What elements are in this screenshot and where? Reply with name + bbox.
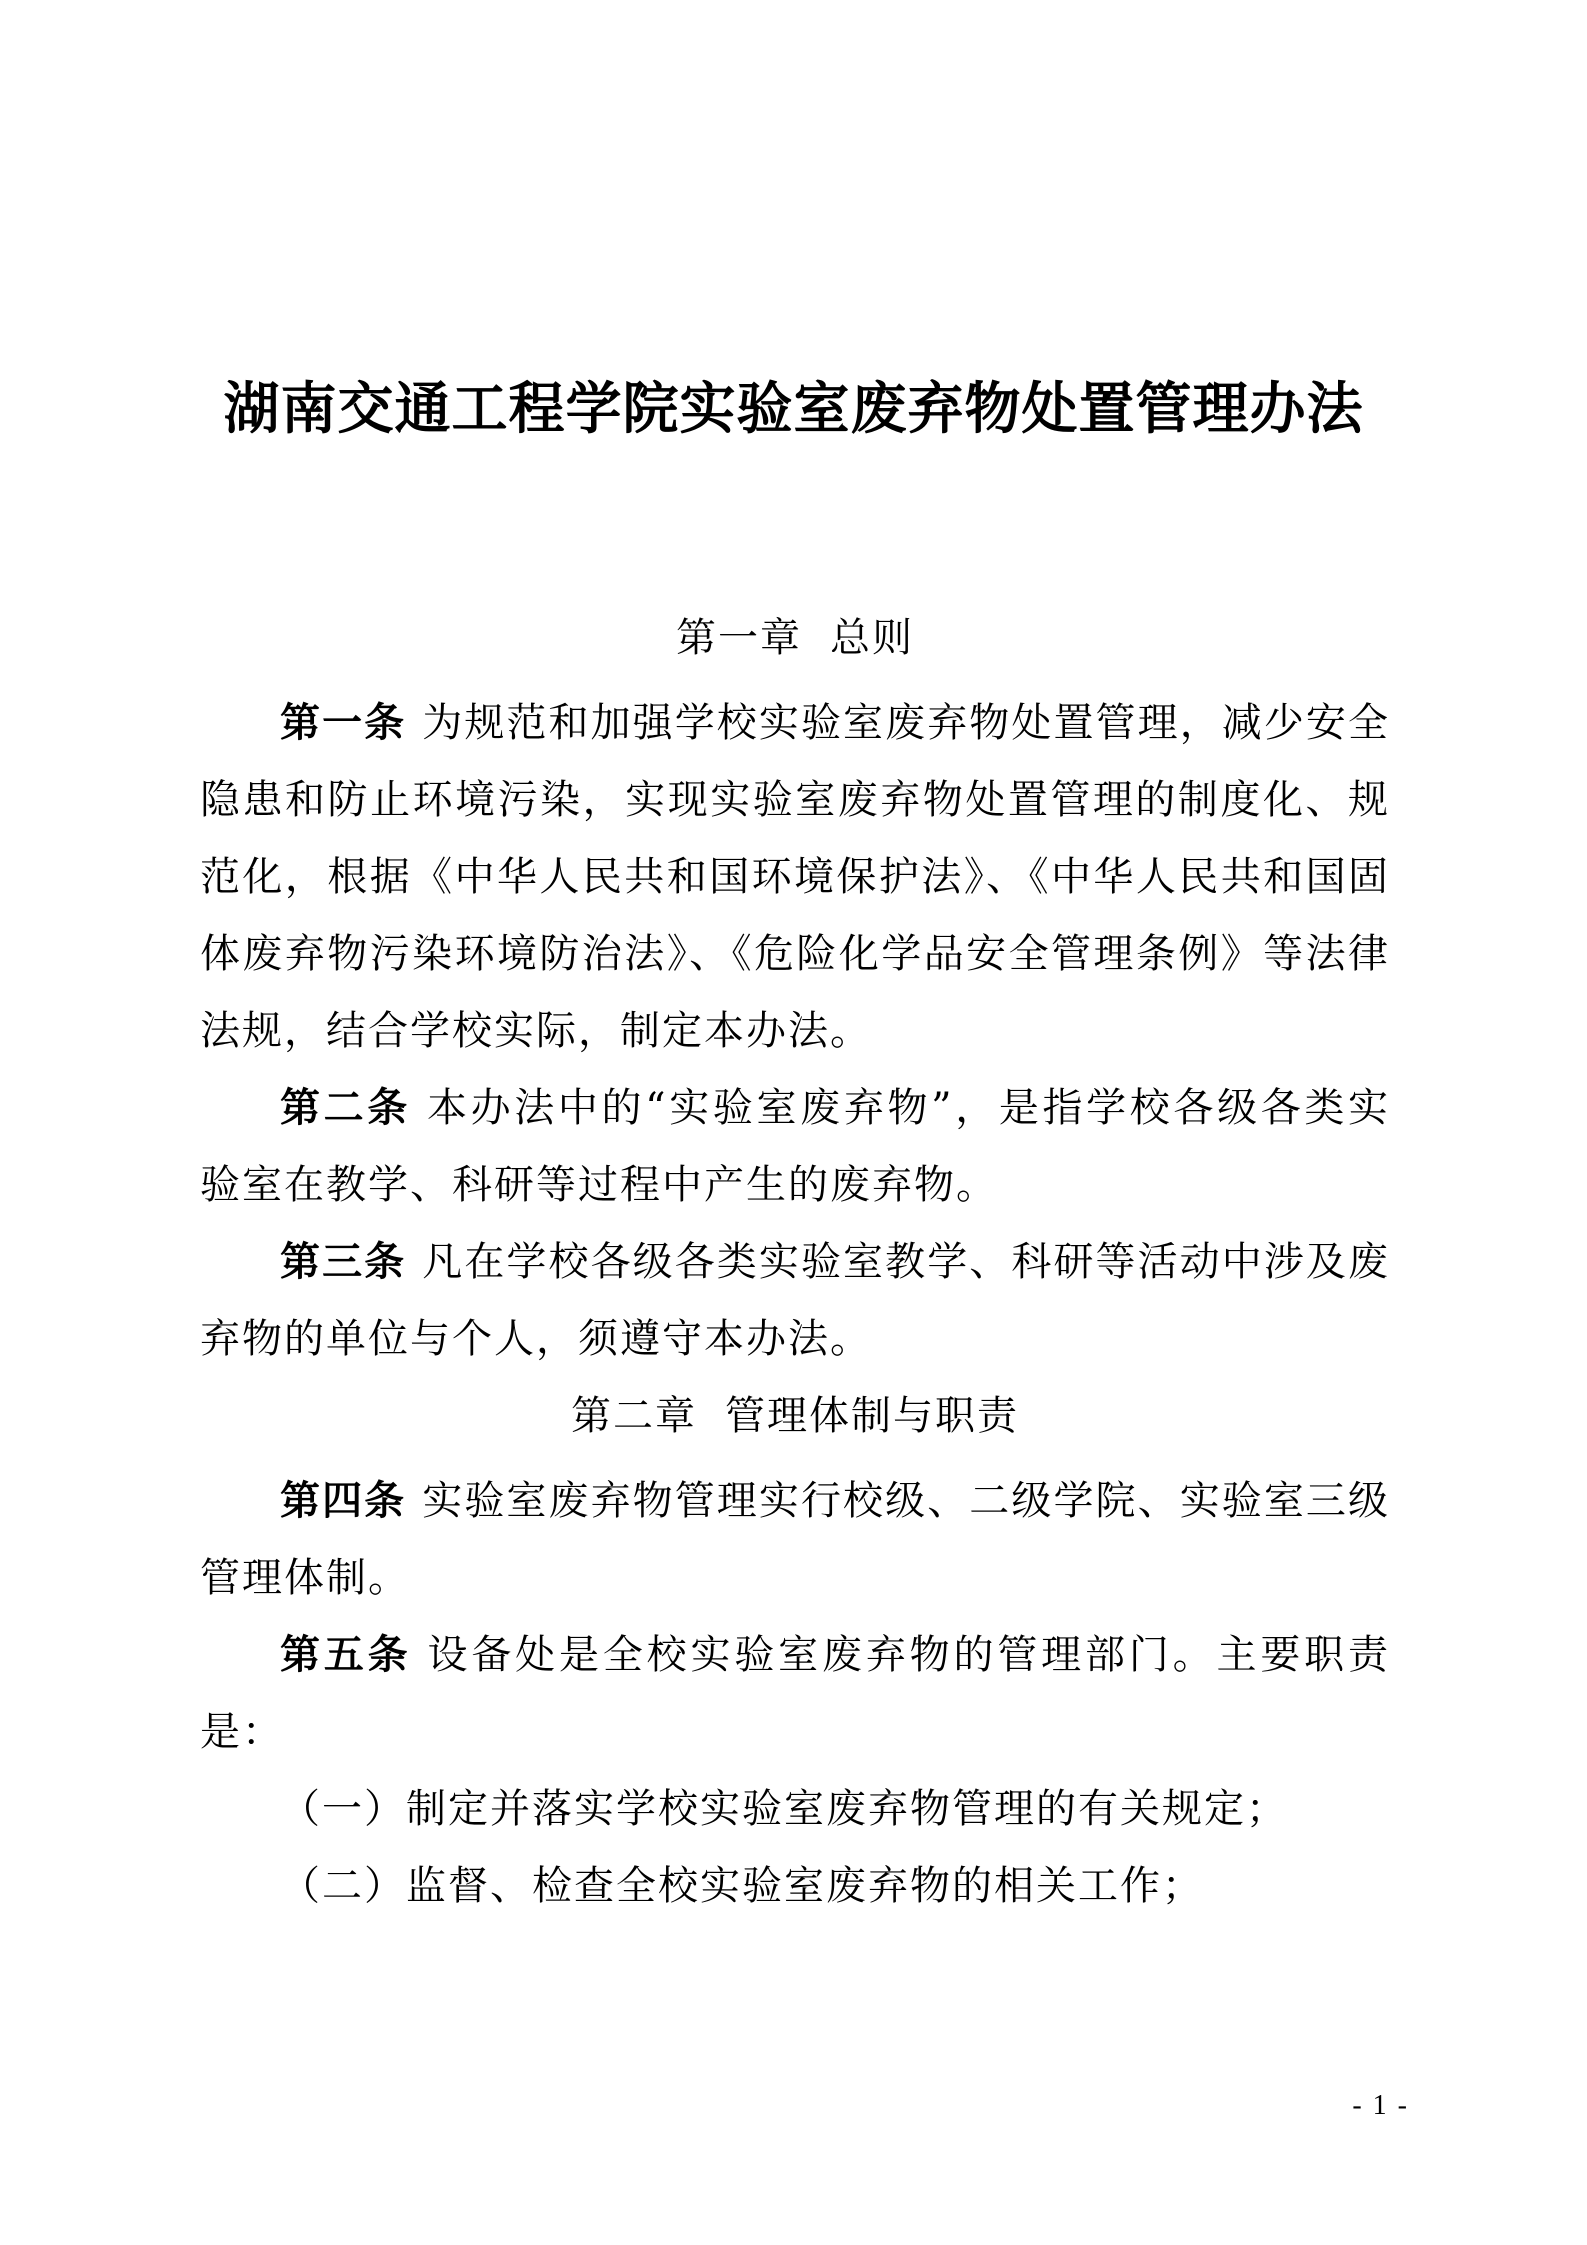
article [200,1070,1390,1224]
chapter-number: 第二章 [571,1393,697,1439]
chapter-name: 总则 [830,615,914,661]
article [200,1617,1390,1771]
chapter-number: 第一章 [676,615,802,661]
article-text: 凡在学校各级各类实验室教学、科研等活动中涉及废弃物的单位与个人，须遵守本办法。 [200,1239,1391,1362]
article-label: 第四条 [280,1478,407,1524]
document-title: 湖南交通工程学院实验室废弃物处置管理办法 [223,377,1364,442]
chapter-name: 管理体制与职责 [725,1393,1019,1439]
article-label: 第二条 [280,1085,411,1131]
list-item: （一）制定并落实学校实验室废弃物管理的有关规定； [280,1786,1288,1832]
article-label: 第一条 [280,700,407,746]
article-text: 实验室废弃物管理实行校级、二级学院、实验室三级管理体制。 [200,1478,1391,1601]
chapter-heading [200,600,1390,677]
article-text: 为规范和加强学校实验室废弃物处置管理，减少安全隐患和防止环境污染，实现实验室废弃物处置管理的制度化、规范化，根据《中华人民共和国环境保护法》、《中华人民共和国固体废弃物污染环境防治法》、《危险化学品安全管理条例》等法律法规，结合学校实际，制定本办法。 [200,700,1391,1054]
article-text: 本办法中的“实验室废弃物”，是指学校各级各类实验室在教学、科研等过程中产生的废弃物。 [200,1085,1390,1208]
page-number: - 1 - [1352,2090,1409,2121]
chapter-heading [200,1378,1390,1455]
article [200,685,1390,1070]
list-item: （二）监督、检查全校实验室废弃物的相关工作； [280,1863,1204,1909]
article-label: 第三条 [280,1239,407,1285]
article-text: 设备处是全校实验室废弃物的管理部门。主要职责是： [200,1632,1390,1755]
article-label: 第五条 [280,1632,412,1678]
article [200,1224,1390,1378]
document-body [200,600,1390,1925]
article [200,1463,1390,1617]
